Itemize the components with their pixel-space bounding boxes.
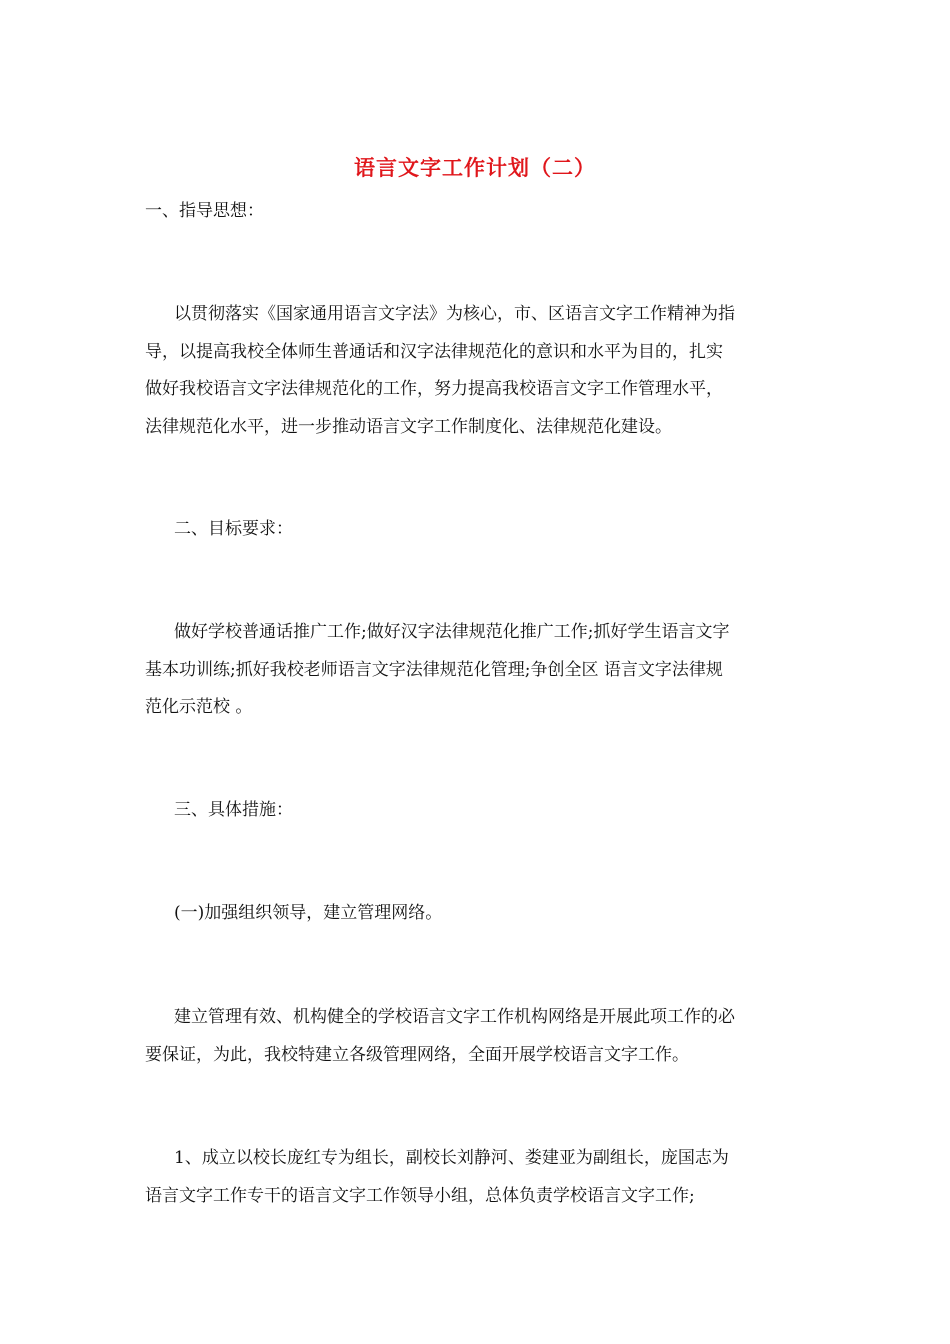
section-heading-measures [145, 792, 809, 830]
paragraph-line: 以贯彻落实《国家通用语言文字法》为核心，市、区语言文字工作精神为指 [174, 304, 735, 324]
section-heading-text: 三、具体措施： [174, 800, 293, 820]
paragraph-line: 法律规范化水平，进一步推动语言文字工作制度化、法律规范化建设。 [145, 416, 672, 437]
paragraph-line: 语言文字工作专干的语言文字工作领导小组，总体负责学校语言文字工作; [145, 1185, 695, 1206]
section-heading-guiding-ideology [145, 193, 809, 231]
section-heading-text: 二、目标要求： [174, 519, 293, 539]
paragraph-line: 基本功训练;抓好我校老师语言文字法律规范化管理;争创全区 语言文字法律规 [145, 659, 723, 680]
paragraph-line: 建立管理有效、机构健全的学校语言文字工作机构网络是开展此项工作的必 [174, 1007, 735, 1027]
document-title: 语言文字工作计划（二） [354, 155, 596, 180]
paragraph-line: 范化示范校 。 [145, 697, 253, 717]
paragraph-line: 做好我校语言文字法律规范化的工作，努力提高我校语言文字工作管理水平， [145, 379, 723, 399]
list-item-leadership-group [145, 1140, 809, 1215]
paragraph-line: 做好学校普通话推广工作;做好汉字法律规范化推广工作;抓好学生语言文字 [174, 622, 730, 642]
section-heading-goals [145, 511, 809, 549]
paragraph-line: 导，以提高我校全体师生普通话和汉字法律规范化的意识和水平为目的，扎实 [145, 341, 723, 362]
paragraph-goals [145, 614, 809, 727]
section-heading-text: 一、指导思想： [145, 201, 264, 221]
paragraph-line: 1、成立以校长庞红专为组长，副校长刘静河、娄建亚为副组长，庞国志为 [174, 1148, 729, 1168]
subsection-heading-organization [145, 895, 809, 933]
paragraph-guiding-ideology [145, 296, 809, 446]
paragraph-line: 要保证，为此，我校特建立各级管理网络，全面开展学校语言文字工作。 [145, 1044, 689, 1065]
paragraph-organization [145, 999, 809, 1074]
subsection-heading-text: (一)加强组织领导，建立管理网络。 [174, 903, 443, 923]
